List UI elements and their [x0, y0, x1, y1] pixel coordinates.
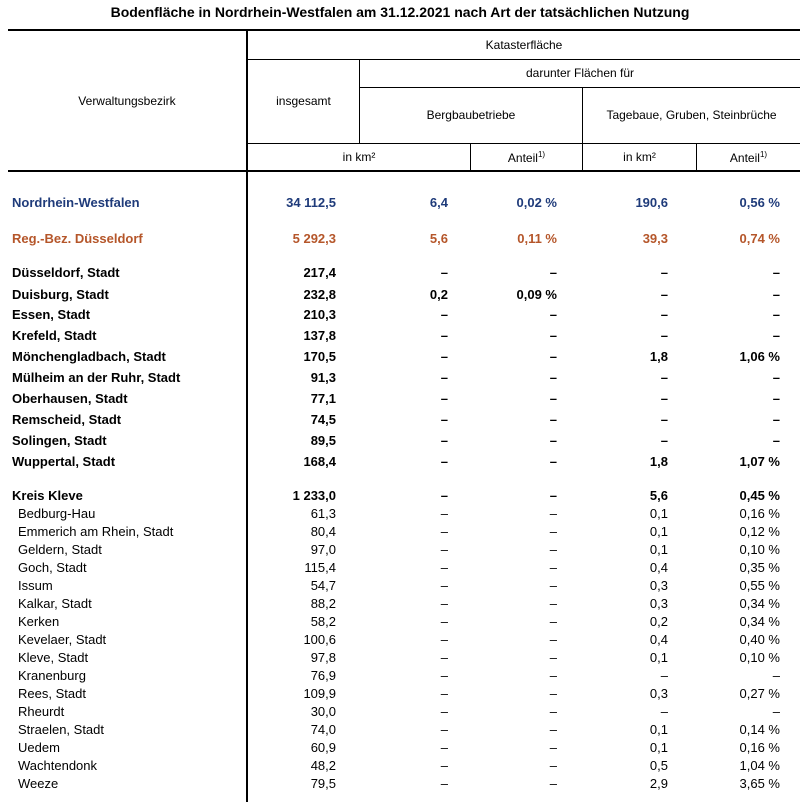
value-tagebau: 0,3 — [649, 578, 668, 593]
value-bergbau: – — [440, 506, 448, 521]
value-insgesamt: 34 112,5 — [286, 195, 336, 210]
value-bergbau-anteil: – — [549, 349, 557, 364]
row-name: Issum — [18, 578, 53, 593]
row-name: Nordrhein-Westfalen — [12, 195, 140, 210]
value-insgesamt: 210,3 — [303, 307, 336, 322]
value-insgesamt: 170,5 — [303, 349, 336, 364]
row-name: Oberhausen, Stadt — [12, 391, 128, 406]
row-name: Emmerich am Rhein, Stadt — [18, 524, 174, 539]
value-tagebau: 0,1 — [649, 650, 668, 665]
value-bergbau-anteil: – — [549, 758, 557, 773]
value-tagebau: 0,2 — [649, 614, 668, 629]
table-top-rule — [8, 29, 800, 31]
value-bergbau: – — [440, 686, 448, 701]
value-tagebau: 190,6 — [635, 195, 668, 210]
value-insgesamt: 89,5 — [310, 433, 336, 448]
value-tagebau: 39,3 — [642, 231, 668, 246]
row-name: Mönchengladbach, Stadt — [12, 349, 166, 364]
value-bergbau-anteil: – — [549, 704, 557, 719]
value-bergbau: – — [440, 542, 448, 557]
header-verwaltungsbezirk: Verwaltungsbezirk — [78, 94, 176, 108]
value-tagebau-anteil: – — [772, 287, 780, 302]
value-bergbau-anteil: – — [549, 370, 557, 385]
header-bottom-rule — [8, 170, 800, 172]
value-tagebau-anteil: 0,10 % — [739, 650, 780, 665]
header-tagebau: Tagebaue, Gruben, Steinbrüche — [606, 108, 777, 122]
value-bergbau: – — [440, 454, 448, 469]
value-bergbau: – — [440, 488, 448, 503]
value-insgesamt: 100,6 — [303, 632, 336, 647]
row-name: Weeze — [18, 776, 59, 791]
value-tagebau-anteil: 0,40 % — [739, 632, 780, 647]
page-title: Bodenfläche in Nordrhein-Westfalen am 31.12.2021 nach Art der tatsächlichen Nutzung — [110, 4, 690, 20]
value-bergbau: – — [440, 578, 448, 593]
value-bergbau: – — [440, 433, 448, 448]
value-tagebau-anteil: – — [772, 433, 780, 448]
value-bergbau: – — [440, 391, 448, 406]
row-name: Geldern, Stadt — [18, 542, 102, 557]
row-name: Bedburg-Hau — [18, 506, 96, 521]
row-name: Kerken — [18, 614, 60, 629]
value-tagebau-anteil: – — [772, 370, 780, 385]
value-bergbau: – — [440, 524, 448, 539]
header-unit-km-tagebau: in km² — [623, 150, 656, 164]
value-bergbau-anteil: – — [549, 740, 557, 755]
value-bergbau-anteil: – — [549, 686, 557, 701]
header-insgesamt: insgesamt — [276, 94, 331, 108]
value-tagebau-anteil: – — [772, 412, 780, 427]
value-tagebau-anteil: 0,56 % — [739, 195, 780, 210]
value-tagebau-anteil: 0,10 % — [739, 542, 780, 557]
value-insgesamt: 76,9 — [310, 668, 336, 683]
value-tagebau: 0,3 — [649, 686, 668, 701]
value-insgesamt: 60,9 — [310, 740, 336, 755]
value-insgesamt: 168,4 — [303, 454, 336, 469]
header-bergbau: Bergbaubetriebe — [426, 108, 516, 122]
value-tagebau-anteil: 0,16 % — [739, 740, 780, 755]
value-bergbau: – — [440, 412, 448, 427]
value-bergbau-anteil: – — [549, 488, 557, 503]
value-bergbau-anteil: – — [549, 650, 557, 665]
value-tagebau-anteil: – — [772, 704, 780, 719]
value-bergbau: – — [440, 740, 448, 755]
value-insgesamt: 217,4 — [303, 265, 336, 280]
value-bergbau-anteil: – — [549, 722, 557, 737]
value-tagebau-anteil: 3,65 % — [739, 776, 780, 791]
value-bergbau-anteil: – — [549, 596, 557, 611]
value-tagebau-anteil: – — [772, 668, 780, 683]
value-tagebau: – — [660, 287, 668, 302]
value-tagebau: 0,1 — [649, 542, 668, 557]
value-bergbau-anteil: – — [549, 454, 557, 469]
value-insgesamt: 74,0 — [310, 722, 336, 737]
header-anteil-bergbau: Anteil$^{1)}$ — [507, 150, 546, 165]
row-name: Kevelaer, Stadt — [18, 632, 107, 647]
row-name: Kreis Kleve — [12, 488, 83, 503]
header-katasterflaeche: Katasterfläche — [485, 38, 563, 52]
value-bergbau: – — [440, 650, 448, 665]
value-tagebau: – — [660, 265, 668, 280]
row-name: Kranenburg — [18, 668, 86, 683]
value-insgesamt: 58,2 — [310, 614, 336, 629]
value-tagebau: 2,9 — [649, 776, 668, 791]
value-tagebau: 5,6 — [649, 488, 668, 503]
value-bergbau-anteil: – — [549, 614, 557, 629]
value-tagebau: – — [660, 307, 668, 322]
row-name: Goch, Stadt — [18, 560, 87, 575]
value-bergbau-anteil: 0,11 % — [517, 231, 557, 246]
value-tagebau-anteil: – — [772, 265, 780, 280]
value-tagebau: – — [660, 412, 668, 427]
row-name: Solingen, Stadt — [12, 433, 107, 448]
value-tagebau-anteil: 1,07 % — [739, 454, 780, 469]
value-bergbau: – — [440, 704, 448, 719]
value-insgesamt: 48,2 — [310, 758, 336, 773]
value-tagebau: 1,8 — [649, 349, 668, 364]
value-tagebau: 0,1 — [649, 722, 668, 737]
header-rule-katasterflaeche — [248, 59, 800, 60]
value-tagebau: – — [660, 328, 668, 343]
value-bergbau-anteil: – — [549, 776, 557, 791]
value-bergbau-anteil: – — [549, 668, 557, 683]
value-tagebau: 0,3 — [649, 596, 668, 611]
value-tagebau: 1,8 — [649, 454, 668, 469]
value-tagebau: – — [660, 370, 668, 385]
value-tagebau-anteil: 0,45 % — [739, 488, 780, 503]
value-bergbau: 0,2 — [429, 287, 448, 302]
row-name: Uedem — [18, 740, 60, 755]
row-name: Krefeld, Stadt — [12, 328, 97, 343]
row-name: Wachtendonk — [18, 758, 98, 773]
row-name: Remscheid, Stadt — [12, 412, 122, 427]
value-insgesamt: 5 292,3 — [292, 231, 336, 246]
value-tagebau-anteil: – — [772, 307, 780, 322]
value-tagebau-anteil: 1,04 % — [739, 758, 780, 773]
value-bergbau: – — [440, 307, 448, 322]
value-insgesamt: 79,5 — [310, 776, 336, 791]
value-bergbau-anteil: – — [549, 632, 557, 647]
value-tagebau-anteil: 0,16 % — [739, 506, 780, 521]
value-bergbau: – — [440, 560, 448, 575]
value-bergbau: 5,6 — [429, 231, 448, 246]
value-tagebau-anteil: 0,55 % — [739, 578, 780, 593]
value-tagebau-anteil: 0,12 % — [739, 524, 780, 539]
value-bergbau-anteil: – — [549, 391, 557, 406]
value-tagebau: – — [660, 668, 668, 683]
value-insgesamt: 115,4 — [304, 560, 336, 575]
value-tagebau-anteil: 0,34 % — [739, 614, 780, 629]
row-name: Rheurdt — [18, 704, 65, 719]
value-tagebau-anteil: – — [772, 328, 780, 343]
value-tagebau-anteil: 0,14 % — [739, 722, 780, 737]
value-bergbau: 6,4 — [429, 195, 448, 210]
value-tagebau-anteil: 0,35 % — [739, 560, 780, 575]
value-bergbau-anteil: – — [549, 560, 557, 575]
header-rule-darunter — [359, 87, 800, 88]
value-bergbau: – — [440, 632, 448, 647]
value-bergbau: – — [440, 776, 448, 791]
value-bergbau: – — [440, 668, 448, 683]
value-tagebau: 0,4 — [649, 632, 668, 647]
value-tagebau: 0,4 — [649, 560, 668, 575]
value-insgesamt: 80,4 — [310, 524, 336, 539]
header-unit-km: in km² — [342, 150, 376, 164]
value-bergbau: – — [440, 722, 448, 737]
row-name: Rees, Stadt — [18, 686, 86, 701]
value-bergbau: – — [440, 614, 448, 629]
value-tagebau: 0,5 — [649, 758, 668, 773]
value-insgesamt: 77,1 — [310, 391, 336, 406]
value-bergbau-anteil: – — [549, 506, 557, 521]
row-name: Wuppertal, Stadt — [12, 454, 116, 469]
value-bergbau-anteil: – — [549, 433, 557, 448]
value-insgesamt: 97,8 — [310, 650, 336, 665]
value-insgesamt: 1 233,0 — [292, 488, 336, 503]
row-name: Kalkar, Stadt — [18, 596, 92, 611]
row-name: Duisburg, Stadt — [12, 287, 109, 302]
value-bergbau-anteil: – — [549, 542, 557, 557]
value-insgesamt: 109,9 — [303, 686, 336, 701]
value-tagebau: 0,1 — [649, 506, 668, 521]
value-tagebau-anteil: 0,34 % — [739, 596, 780, 611]
value-tagebau: 0,1 — [649, 524, 668, 539]
value-bergbau: – — [440, 596, 448, 611]
value-tagebau: – — [660, 704, 668, 719]
value-tagebau-anteil: – — [772, 391, 780, 406]
row-name: Straelen, Stadt — [18, 722, 104, 737]
value-insgesamt: 91,3 — [310, 370, 336, 385]
header-darunter: darunter Flächen für — [525, 66, 635, 80]
value-bergbau-anteil: – — [549, 524, 557, 539]
value-bergbau-anteil: – — [549, 328, 557, 343]
value-tagebau: – — [660, 433, 668, 448]
value-bergbau-anteil: – — [549, 412, 557, 427]
value-insgesamt: 54,7 — [310, 578, 336, 593]
value-tagebau: – — [660, 391, 668, 406]
value-bergbau: – — [440, 758, 448, 773]
value-insgesamt: 30,0 — [310, 704, 336, 719]
value-tagebau-anteil: 0,27 % — [739, 686, 780, 701]
value-insgesamt: 88,2 — [310, 596, 336, 611]
value-bergbau: – — [440, 349, 448, 364]
value-bergbau-anteil: 0,09 % — [516, 287, 557, 302]
header-rule-units — [248, 143, 800, 144]
value-bergbau-anteil: – — [549, 307, 557, 322]
value-insgesamt: 97,0 — [310, 542, 336, 557]
row-name: Kleve, Stadt — [18, 650, 89, 665]
row-name: Düsseldorf, Stadt — [12, 265, 120, 280]
header-anteil-tagebau: Anteil$^{1)}$ — [729, 150, 768, 165]
row-name: Reg.-Bez. Düsseldorf — [12, 231, 143, 246]
value-tagebau: 0,1 — [649, 740, 668, 755]
row-name: Mülheim an der Ruhr, Stadt — [12, 370, 181, 385]
value-bergbau-anteil: – — [549, 578, 557, 593]
value-bergbau: – — [440, 265, 448, 280]
value-insgesamt: 232,8 — [303, 287, 336, 302]
value-bergbau-anteil: – — [549, 265, 557, 280]
row-name: Essen, Stadt — [12, 307, 91, 322]
value-insgesamt: 74,5 — [310, 412, 336, 427]
value-insgesamt: 61,3 — [310, 506, 336, 521]
value-insgesamt: 137,8 — [303, 328, 336, 343]
value-tagebau-anteil: 1,06 % — [739, 349, 780, 364]
value-bergbau: – — [440, 328, 448, 343]
value-bergbau: – — [440, 370, 448, 385]
value-tagebau-anteil: 0,74 % — [739, 231, 780, 246]
value-bergbau-anteil: 0,02 % — [516, 195, 557, 210]
